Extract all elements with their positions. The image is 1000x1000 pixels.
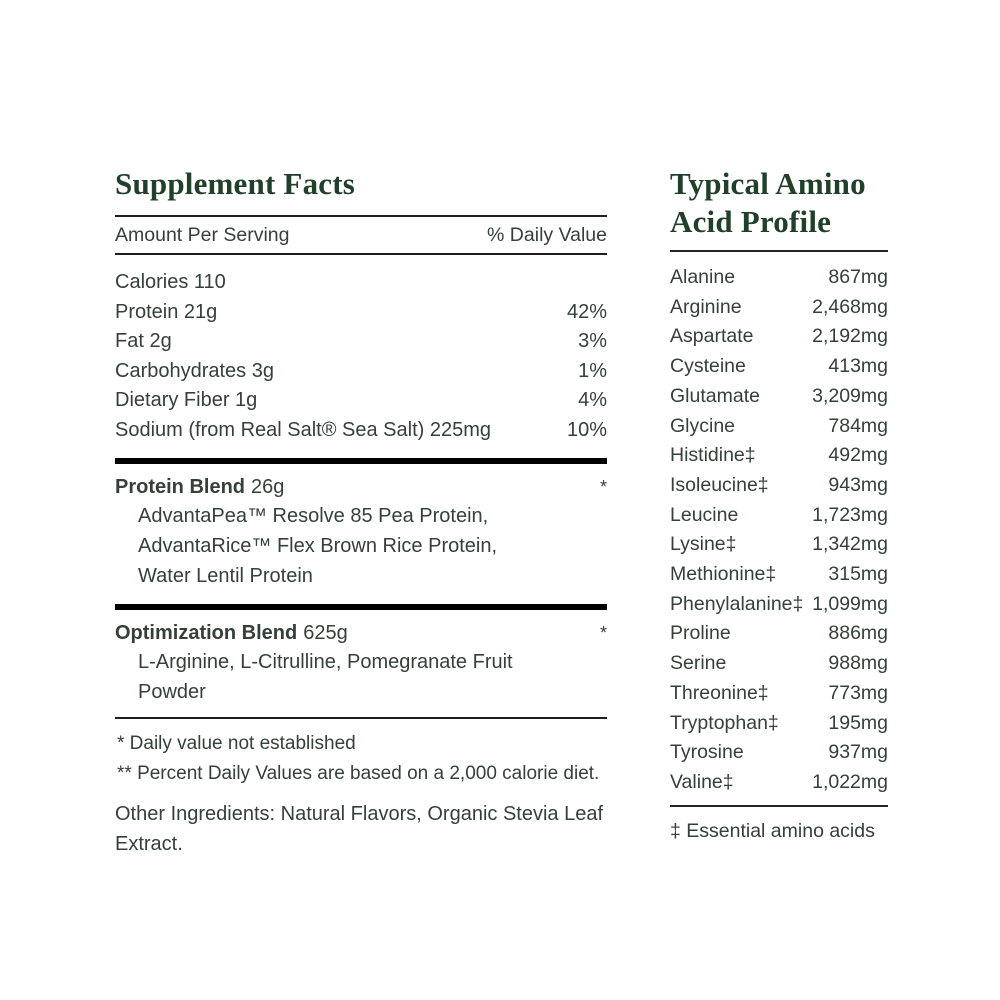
amino-row-histidine [670,441,888,471]
other-ingredients-text: Other Ingredients: Natural Flavors, Organic Stevia Leaf Extract. [115,803,604,856]
essential-amino-footnote: ‡ Essential amino acids [670,819,875,842]
amino-value: 943mg [828,473,888,496]
amino-name: Glycine [670,414,736,437]
amino-value: 315mg [828,563,888,586]
amino-rows [670,263,888,798]
nutrient-label: Protein 21g [115,300,218,323]
amino-row-proline [670,619,888,649]
amino-value: 1,099mg [812,592,888,615]
amino-row-tyrosine [670,738,888,768]
nutrient-label: Fat 2g [115,330,172,353]
amino-row-glycine [670,412,888,442]
amino-row-serine [670,649,888,679]
column-header-row [115,215,607,255]
amino-value: 2,468mg [812,295,888,318]
protein-blend-header [115,473,607,503]
optimization-blend-section [115,619,607,708]
nutrient-rows [115,268,607,446]
amino-value: 3,209mg [812,384,888,407]
blend-ingredient-line: AdvantaRice™ Flex Brown Rice Protein, [138,534,498,557]
amino-value: 773mg [828,681,888,704]
amino-value: 195mg [828,711,888,734]
optimization-blend-title [115,619,348,649]
blend-ingredient-line: AdvantaPea™ Resolve 85 Pea Protein, [138,505,489,528]
amino-value: 2,192mg [812,325,888,348]
nutrient-label: Dietary Fiber 1g [115,389,258,412]
amino-value: 784mg [828,414,888,437]
amino-value: 988mg [828,652,888,675]
nutrient-row-calories [115,268,607,298]
amino-row-leucine [670,501,888,531]
blend-name: Protein Blend [115,475,246,498]
optimization-blend-ingredients [115,648,607,708]
amino-bottom-rule [670,805,888,807]
amino-name: Lysine‡ [670,533,737,556]
amino-name: Histidine‡ [670,444,756,467]
nutrient-dv: 1% [578,359,607,382]
amino-name: Methionine‡ [670,563,777,586]
protein-blend-section [115,473,607,592]
blend-ingredient-line: L-Arginine, L-Citrulline, Pomegranate Fruit [138,651,513,674]
blend-ingredient-line: Powder [138,680,206,703]
amino-name: Threonine‡ [670,681,769,704]
blend-amount: 625g [303,621,348,644]
amino-value: 867mg [828,266,888,288]
amino-top-rule [670,250,888,252]
nutrient-dv: 3% [578,330,607,353]
amino-row-threonine [670,679,888,709]
amino-name: Cysteine [670,355,746,378]
blend-amount: 26g [251,475,285,498]
protein-blend-ingredients [115,502,607,591]
amino-value: 1,342mg [812,533,888,556]
blend-dv-asterisk: * [599,476,607,497]
amino-row-aspartate [670,322,888,352]
amino-name: Leucine [670,503,739,526]
amino-name: Glutamate [670,384,760,407]
protein-blend-title [115,473,284,503]
optimization-blend-header [115,619,607,649]
amino-row-tryptophan [670,709,888,739]
amino-value: 886mg [828,622,888,645]
supplement-facts-panel [115,165,607,859]
nutrient-dv: 10% [566,418,607,441]
amino-profile-title: Typical Amino Acid Profile [670,166,866,239]
nutrient-label: Sodium (from Real Salt® Sea Salt) 225mg [115,418,492,441]
amino-row-alanine [670,263,888,293]
amino-name: Arginine [670,295,742,318]
nutrient-row-sodium [115,416,607,446]
nutrient-row-fat [115,327,607,357]
nutrient-label: Calories 110 [115,271,226,293]
amino-name: Alanine [670,266,736,288]
footnote-percent-dv: ** Percent Daily Values are based on a 2,000 calorie diet. [117,762,600,784]
amino-acid-profile-panel [670,165,888,846]
amino-row-lysine [670,530,888,560]
amino-row-methionine [670,560,888,590]
amino-value: 1,723mg [812,503,888,526]
blend-dv-asterisk: * [599,622,607,643]
nutrient-dv: 4% [578,389,607,412]
blend-name: Optimization Blend [115,621,298,644]
amino-name: Tryptophan‡ [670,711,779,734]
amino-name: Isoleucine‡ [670,473,769,496]
footnotes [115,729,607,789]
nutrient-label: Carbohydrates 3g [115,359,274,382]
nutrient-row-dietary-fiber [115,386,607,416]
nutrient-row-protein [115,298,607,328]
nutrient-row-carbohydrates [115,357,607,387]
section-divider-bar [115,604,607,610]
amino-value: 937mg [828,741,888,764]
section-divider-bar [115,458,607,464]
amino-row-arginine [670,293,888,323]
amino-row-isoleucine [670,471,888,501]
amino-name: Aspartate [670,325,754,348]
blend-ingredient-line: Water Lentil Protein [138,564,313,587]
nutrient-dv: 42% [566,300,607,323]
amino-value: 1,022mg [812,770,888,793]
supplement-facts-title: Supplement Facts [115,166,356,201]
footnote-daily-value: * Daily value not established [117,732,356,754]
amino-name: Serine [670,652,727,675]
amino-row-valine [670,768,888,798]
amino-name: Proline [670,622,731,645]
amino-row-cysteine [670,352,888,382]
percent-daily-value-label: % Daily Value [487,224,607,246]
amino-value: 413mg [828,355,888,378]
amino-value: 492mg [828,444,888,467]
amino-row-glutamate [670,382,888,412]
amount-per-serving-label: Amount Per Serving [115,224,290,246]
footnote-divider-rule [115,717,607,719]
amino-row-phenylalanine [670,590,888,620]
amino-name: Valine‡ [670,770,734,793]
amino-name: Tyrosine [670,741,744,764]
amino-name: Phenylalanine‡ [670,592,804,615]
